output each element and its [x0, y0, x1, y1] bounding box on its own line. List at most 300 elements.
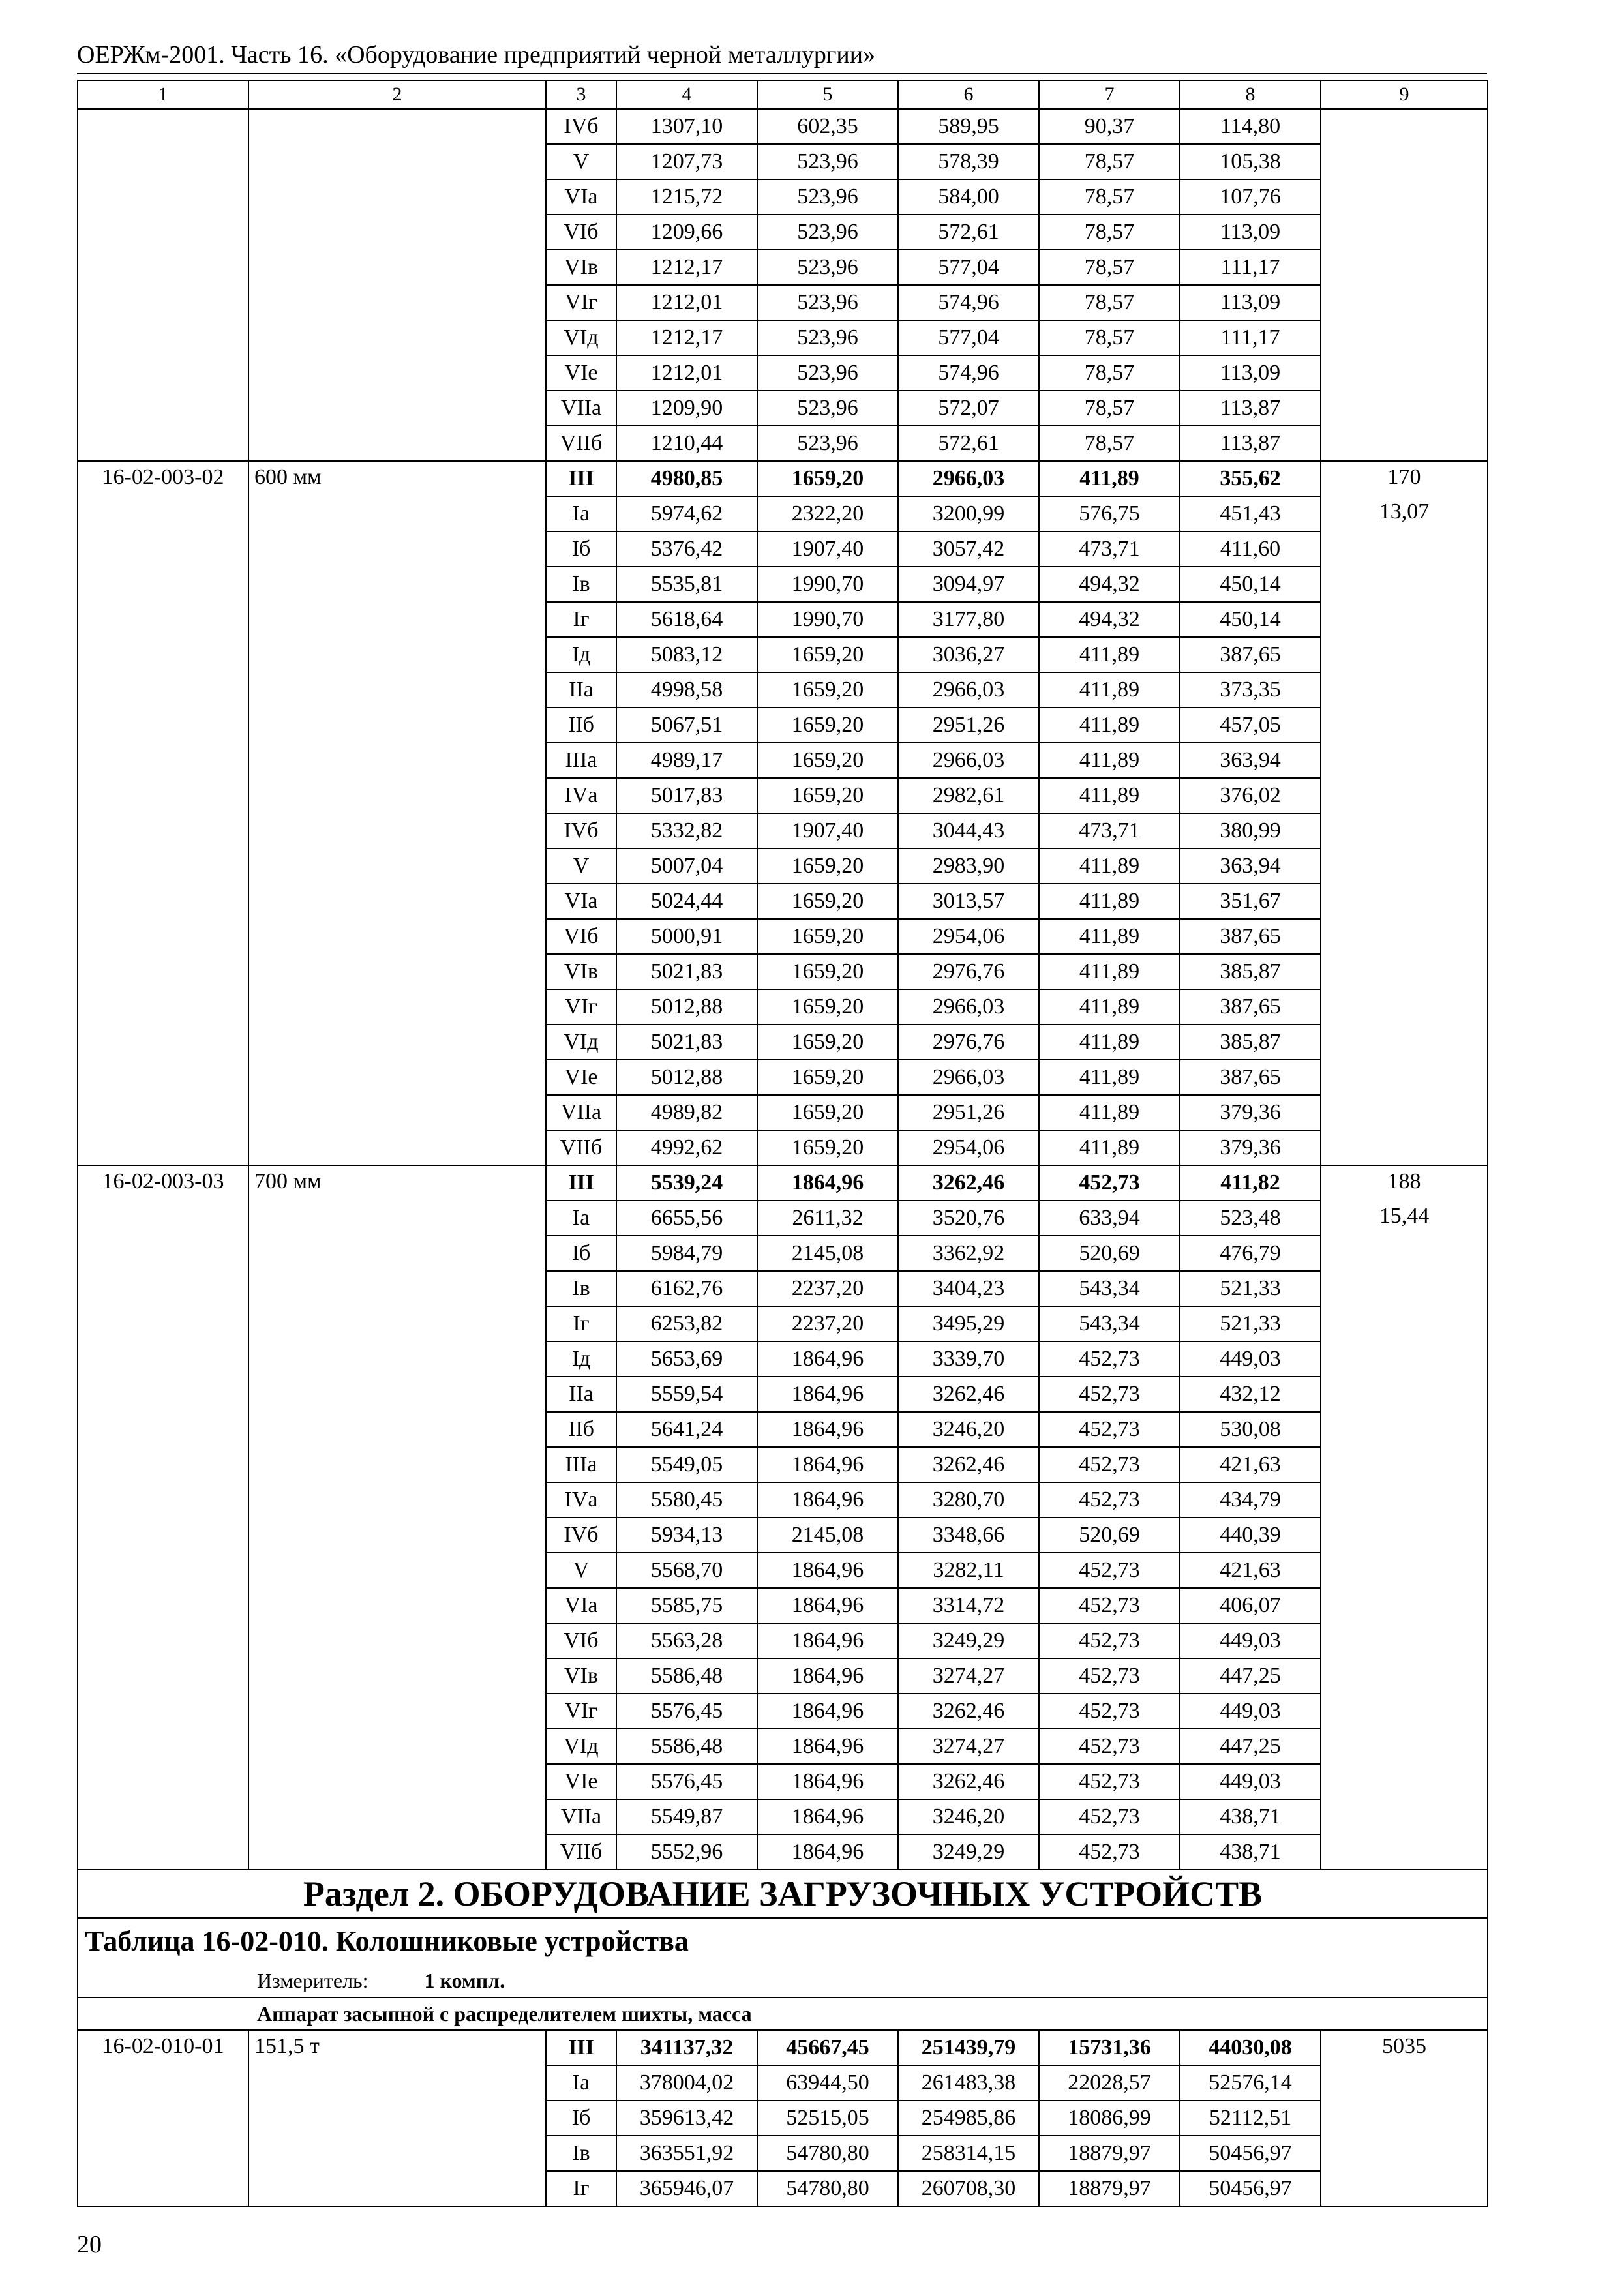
col9-cell: 13,07 [1321, 496, 1488, 531]
col9-cell [1321, 391, 1488, 426]
value-cell: 411,89 [1039, 708, 1180, 743]
value-cell: 411,89 [1039, 743, 1180, 778]
code-cell [78, 708, 248, 743]
table-title-row [78, 1918, 1488, 1964]
desc-cell [248, 954, 546, 989]
value-cell: 5559,54 [616, 1377, 757, 1412]
code-cell: 16-02-003-03 [78, 1165, 248, 1201]
value-cell: 421,63 [1180, 1553, 1321, 1588]
value-cell: 1659,20 [757, 1130, 898, 1165]
value-cell: 411,89 [1039, 1025, 1180, 1060]
value-cell: 5549,05 [616, 1447, 757, 1482]
col9-cell [1321, 1060, 1488, 1095]
value-cell: 2966,03 [898, 1060, 1039, 1095]
value-cell: 260708,30 [898, 2171, 1039, 2206]
desc-cell [248, 496, 546, 531]
value-cell: 3246,20 [898, 1799, 1039, 1834]
value-cell: 452,73 [1039, 1412, 1180, 1447]
desc-cell [248, 320, 546, 355]
value-cell: 602,35 [757, 109, 898, 144]
value-cell: 78,57 [1039, 391, 1180, 426]
zone-cell: III [546, 461, 616, 496]
value-cell: 411,89 [1039, 637, 1180, 672]
zone-cell: VIв [546, 954, 616, 989]
value-cell: 1864,96 [757, 1341, 898, 1377]
value-cell: 3348,66 [898, 1518, 1039, 1553]
zone-cell: Iв [546, 1271, 616, 1306]
value-cell: 523,96 [757, 355, 898, 391]
value-cell: 1212,17 [616, 250, 757, 285]
value-cell: 1659,20 [757, 1095, 898, 1130]
value-cell: 5000,91 [616, 919, 757, 954]
value-cell: 5576,45 [616, 1764, 757, 1799]
value-cell: 421,63 [1180, 1447, 1321, 1482]
code-cell [78, 179, 248, 215]
col9-cell [1321, 743, 1488, 778]
value-cell: 4989,17 [616, 743, 757, 778]
table-row [78, 708, 1488, 743]
table-row [78, 391, 1488, 426]
value-cell: 45667,45 [757, 2030, 898, 2065]
value-cell: 3262,46 [898, 1165, 1039, 1201]
desc-cell [248, 919, 546, 954]
table-row [78, 179, 1488, 215]
zone-cell: VIг [546, 989, 616, 1025]
desc-cell [248, 1095, 546, 1130]
zone-cell: Iг [546, 602, 616, 637]
value-cell: 438,71 [1180, 1834, 1321, 1870]
table-row [78, 989, 1488, 1025]
code-cell [78, 1588, 248, 1623]
col9-cell [1321, 1623, 1488, 1658]
value-cell: 5653,69 [616, 1341, 757, 1377]
value-cell: 355,62 [1180, 461, 1321, 496]
value-cell: 50456,97 [1180, 2171, 1321, 2206]
col9-cell [1321, 1130, 1488, 1165]
table-row [78, 2065, 1488, 2101]
value-cell: 1907,40 [757, 813, 898, 848]
table-row [78, 1412, 1488, 1447]
zone-cell: III [546, 2030, 616, 2065]
code-cell [78, 1341, 248, 1377]
value-cell: 111,17 [1180, 250, 1321, 285]
value-cell: 1907,40 [757, 531, 898, 567]
value-cell: 251439,79 [898, 2030, 1039, 2065]
value-cell: 54780,80 [757, 2171, 898, 2206]
zone-cell: VIе [546, 355, 616, 391]
zone-cell: IVб [546, 1518, 616, 1553]
value-cell: 411,89 [1039, 1095, 1180, 1130]
value-cell: 379,36 [1180, 1130, 1321, 1165]
table-row [78, 320, 1488, 355]
zone-cell: VIа [546, 179, 616, 215]
desc-cell [248, 1799, 546, 1834]
table-row [78, 884, 1488, 919]
desc-cell [248, 2065, 546, 2101]
zone-cell: Iб [546, 1236, 616, 1271]
value-cell: 434,79 [1180, 1482, 1321, 1518]
value-cell: 520,69 [1039, 1518, 1180, 1553]
value-cell: 3013,57 [898, 884, 1039, 919]
code-cell [78, 813, 248, 848]
table-row [78, 1165, 1488, 1201]
value-cell: 577,04 [898, 250, 1039, 285]
value-cell: 584,00 [898, 179, 1039, 215]
code-cell [78, 989, 248, 1025]
value-cell: 5535,81 [616, 567, 757, 602]
table-row [78, 2136, 1488, 2171]
desc-cell [248, 884, 546, 919]
desc-cell [248, 1729, 546, 1764]
value-cell: 3404,23 [898, 1271, 1039, 1306]
value-cell: 5618,64 [616, 602, 757, 637]
value-cell: 1659,20 [757, 461, 898, 496]
section-title: Раздел 2. ОБОРУДОВАНИЕ ЗАГРУЗОЧНЫХ УСТРОЙСТВ [78, 1870, 1488, 1918]
col9-cell [1321, 1377, 1488, 1412]
table-row [78, 1553, 1488, 1588]
code-cell [78, 391, 248, 426]
value-cell: 1864,96 [757, 1165, 898, 1201]
col9-cell [1321, 708, 1488, 743]
value-cell: 78,57 [1039, 144, 1180, 179]
table-title: Таблица 16-02-010. Колошниковые устройства [78, 1918, 1488, 1964]
value-cell: 452,73 [1039, 1482, 1180, 1518]
desc-cell [248, 672, 546, 708]
code-cell [78, 1447, 248, 1482]
col9-cell [1321, 320, 1488, 355]
value-cell: 363,94 [1180, 848, 1321, 884]
value-cell: 523,96 [757, 250, 898, 285]
value-cell: 3262,46 [898, 1377, 1039, 1412]
table-row [78, 848, 1488, 884]
zone-cell: Iб [546, 2101, 616, 2136]
table-row [78, 602, 1488, 637]
col9-cell [1321, 1764, 1488, 1799]
value-cell: 3036,27 [898, 637, 1039, 672]
zone-cell: Iа [546, 1201, 616, 1236]
code-cell [78, 1764, 248, 1799]
value-cell: 572,61 [898, 215, 1039, 250]
code-cell [78, 250, 248, 285]
desc-cell [248, 1623, 546, 1658]
column-number: 2 [248, 80, 546, 109]
desc-cell [248, 355, 546, 391]
value-cell: 1659,20 [757, 1025, 898, 1060]
value-cell: 90,37 [1039, 109, 1180, 144]
desc-cell [248, 2171, 546, 2206]
value-cell: 113,09 [1180, 285, 1321, 320]
table-row [78, 1729, 1488, 1764]
col9-cell [1321, 1658, 1488, 1694]
code-cell [78, 637, 248, 672]
value-cell: 2145,08 [757, 1518, 898, 1553]
value-cell: 452,73 [1039, 1447, 1180, 1482]
col9-cell [1321, 1271, 1488, 1306]
value-cell: 2951,26 [898, 708, 1039, 743]
value-cell: 576,75 [1039, 496, 1180, 531]
value-cell: 411,89 [1039, 989, 1180, 1025]
code-cell: 16-02-003-02 [78, 461, 248, 496]
zone-cell: VIг [546, 285, 616, 320]
value-cell: 2966,03 [898, 989, 1039, 1025]
desc-cell [248, 531, 546, 567]
code-cell [78, 1623, 248, 1658]
value-cell: 411,89 [1039, 954, 1180, 989]
zone-cell: V [546, 848, 616, 884]
desc-cell [248, 2136, 546, 2171]
code-cell [78, 1130, 248, 1165]
col9-cell [1321, 954, 1488, 989]
value-cell: 411,89 [1039, 884, 1180, 919]
zone-cell: VIд [546, 1025, 616, 1060]
col9-cell [1321, 179, 1488, 215]
table-row [78, 1518, 1488, 1553]
value-cell: 530,08 [1180, 1412, 1321, 1447]
value-cell: 452,73 [1039, 1377, 1180, 1412]
value-cell: 1212,01 [616, 285, 757, 320]
value-cell: 5549,87 [616, 1799, 757, 1834]
value-cell: 447,25 [1180, 1658, 1321, 1694]
value-cell: 451,43 [1180, 496, 1321, 531]
value-cell: 574,96 [898, 285, 1039, 320]
value-cell: 78,57 [1039, 355, 1180, 391]
col9-cell [1321, 778, 1488, 813]
value-cell: 3280,70 [898, 1482, 1039, 1518]
value-cell: 387,65 [1180, 989, 1321, 1025]
value-cell: 411,89 [1039, 672, 1180, 708]
code-cell [78, 215, 248, 250]
value-cell: 494,32 [1039, 602, 1180, 637]
value-cell: 78,57 [1039, 179, 1180, 215]
value-cell: 1207,73 [616, 144, 757, 179]
value-cell: 452,73 [1039, 1799, 1180, 1834]
value-cell: 577,04 [898, 320, 1039, 355]
code-cell [78, 109, 248, 144]
col9-cell [1321, 602, 1488, 637]
value-cell: 2966,03 [898, 461, 1039, 496]
code-cell [78, 1271, 248, 1306]
value-cell: 363,94 [1180, 743, 1321, 778]
value-cell: 1864,96 [757, 1553, 898, 1588]
value-cell: 385,87 [1180, 954, 1321, 989]
value-cell: 452,73 [1039, 1729, 1180, 1764]
value-cell: 3339,70 [898, 1341, 1039, 1377]
column-number: 5 [757, 80, 898, 109]
value-cell: 3282,11 [898, 1553, 1039, 1588]
desc-cell [248, 1482, 546, 1518]
price-table [77, 80, 1488, 2207]
value-cell: 1990,70 [757, 602, 898, 637]
desc-cell: 600 мм [248, 461, 546, 496]
code-cell [78, 1306, 248, 1341]
desc-cell [248, 602, 546, 637]
table-row [78, 1588, 1488, 1623]
value-cell: 543,34 [1039, 1271, 1180, 1306]
zone-cell: Iд [546, 1341, 616, 1377]
value-cell: 449,03 [1180, 1623, 1321, 1658]
value-cell: 3520,76 [898, 1201, 1039, 1236]
value-cell: 5021,83 [616, 1025, 757, 1060]
value-cell: 387,65 [1180, 637, 1321, 672]
value-cell: 447,25 [1180, 1729, 1321, 1764]
value-cell: 1659,20 [757, 708, 898, 743]
code-cell [78, 1412, 248, 1447]
value-cell: 380,99 [1180, 813, 1321, 848]
value-cell: 3262,46 [898, 1447, 1039, 1482]
code-cell [78, 954, 248, 989]
value-cell: 5974,62 [616, 496, 757, 531]
value-cell: 457,05 [1180, 708, 1321, 743]
desc-cell: 700 мм [248, 1165, 546, 1201]
code-cell [78, 1518, 248, 1553]
value-cell: 1864,96 [757, 1623, 898, 1658]
value-cell: 523,96 [757, 320, 898, 355]
col9-cell [1321, 1025, 1488, 1060]
value-cell: 1864,96 [757, 1658, 898, 1694]
value-cell: 3262,46 [898, 1764, 1039, 1799]
desc-cell [248, 1694, 546, 1729]
code-cell [78, 778, 248, 813]
table-row [78, 567, 1488, 602]
desc-cell [248, 1834, 546, 1870]
table-row [78, 1694, 1488, 1729]
code-cell [78, 1658, 248, 1694]
value-cell: 523,96 [757, 144, 898, 179]
col9-cell [1321, 919, 1488, 954]
col9-cell [1321, 2101, 1488, 2136]
value-cell: 1864,96 [757, 1588, 898, 1623]
value-cell: 3094,97 [898, 567, 1039, 602]
col9-cell [1321, 1447, 1488, 1482]
zone-cell: IIа [546, 1377, 616, 1412]
value-cell: 449,03 [1180, 1694, 1321, 1729]
value-cell: 6253,82 [616, 1306, 757, 1341]
zone-cell: VIв [546, 250, 616, 285]
value-cell: 2954,06 [898, 1130, 1039, 1165]
value-cell: 411,89 [1039, 1060, 1180, 1095]
value-cell: 523,96 [757, 426, 898, 461]
col9-cell [1321, 1482, 1488, 1518]
column-number: 8 [1180, 80, 1321, 109]
desc-cell [248, 1060, 546, 1095]
value-cell: 589,95 [898, 109, 1039, 144]
code-cell [78, 1482, 248, 1518]
code-cell [78, 144, 248, 179]
desc-cell [248, 1236, 546, 1271]
value-cell: 3200,99 [898, 496, 1039, 531]
col9-cell [1321, 1799, 1488, 1834]
col9-cell [1321, 1729, 1488, 1764]
desc-cell [248, 1341, 546, 1377]
desc-cell [248, 1201, 546, 1236]
table-row [78, 1130, 1488, 1165]
desc-cell [248, 215, 546, 250]
subtitle-row [78, 1997, 1488, 2030]
code-cell [78, 2101, 248, 2136]
value-cell: 2976,76 [898, 954, 1039, 989]
table-row [78, 109, 1488, 144]
zone-cell: Iг [546, 1306, 616, 1341]
code-cell [78, 496, 248, 531]
column-number: 3 [546, 80, 616, 109]
value-cell: 452,73 [1039, 1553, 1180, 1588]
value-cell: 5024,44 [616, 884, 757, 919]
table-row [78, 954, 1488, 989]
zone-cell: IIIа [546, 1447, 616, 1482]
value-cell: 44030,08 [1180, 2030, 1321, 2065]
desc-cell [248, 778, 546, 813]
code-cell [78, 884, 248, 919]
desc-cell [248, 1658, 546, 1694]
value-cell: 449,03 [1180, 1341, 1321, 1377]
header-rule [77, 73, 1487, 74]
col9-cell [1321, 215, 1488, 250]
value-cell: 521,33 [1180, 1271, 1321, 1306]
table-row [78, 778, 1488, 813]
col9-cell [1321, 2171, 1488, 2206]
value-cell: 452,73 [1039, 1764, 1180, 1799]
zone-cell: VIе [546, 1764, 616, 1799]
value-cell: 438,71 [1180, 1799, 1321, 1834]
value-cell: 5083,12 [616, 637, 757, 672]
col9-cell [1321, 1341, 1488, 1377]
value-cell: 1659,20 [757, 637, 898, 672]
value-cell: 5552,96 [616, 1834, 757, 1870]
col9-cell: 5035 [1321, 2030, 1488, 2065]
value-cell: 476,79 [1180, 1236, 1321, 1271]
value-cell: 78,57 [1039, 215, 1180, 250]
zone-cell: VIб [546, 919, 616, 954]
table-row [78, 250, 1488, 285]
value-cell: 3177,80 [898, 602, 1039, 637]
col9-cell [1321, 144, 1488, 179]
zone-cell: V [546, 144, 616, 179]
col9-cell [1321, 2136, 1488, 2171]
value-cell: 113,87 [1180, 426, 1321, 461]
desc-cell [248, 1518, 546, 1553]
value-cell: 452,73 [1039, 1165, 1180, 1201]
code-cell [78, 848, 248, 884]
value-cell: 1659,20 [757, 848, 898, 884]
value-cell: 15731,36 [1039, 2030, 1180, 2065]
value-cell: 2954,06 [898, 919, 1039, 954]
value-cell: 5586,48 [616, 1658, 757, 1694]
zone-cell: Iб [546, 531, 616, 567]
value-cell: 111,17 [1180, 320, 1321, 355]
meter-cell [78, 1964, 1488, 1997]
value-cell: 5568,70 [616, 1553, 757, 1588]
running-header: ОЕРЖм-2001. Часть 16. «Оборудование предприятий черной металлургии» [77, 41, 876, 68]
value-cell: 5580,45 [616, 1482, 757, 1518]
subtitle: Аппарат засыпной с распределителем шихты, масса [78, 1997, 1488, 2030]
col9-cell [1321, 531, 1488, 567]
value-cell: 1659,20 [757, 919, 898, 954]
zone-cell: VIIб [546, 1130, 616, 1165]
table-row [78, 496, 1488, 531]
code-cell [78, 1095, 248, 1130]
value-cell: 473,71 [1039, 531, 1180, 567]
value-cell: 1864,96 [757, 1447, 898, 1482]
table-row [78, 1834, 1488, 1870]
code-cell [78, 1729, 248, 1764]
desc-cell [248, 743, 546, 778]
column-number: 6 [898, 80, 1039, 109]
table-row [78, 531, 1488, 567]
zone-cell: IIа [546, 672, 616, 708]
code-cell [78, 743, 248, 778]
table-row [78, 355, 1488, 391]
col9-cell [1321, 355, 1488, 391]
